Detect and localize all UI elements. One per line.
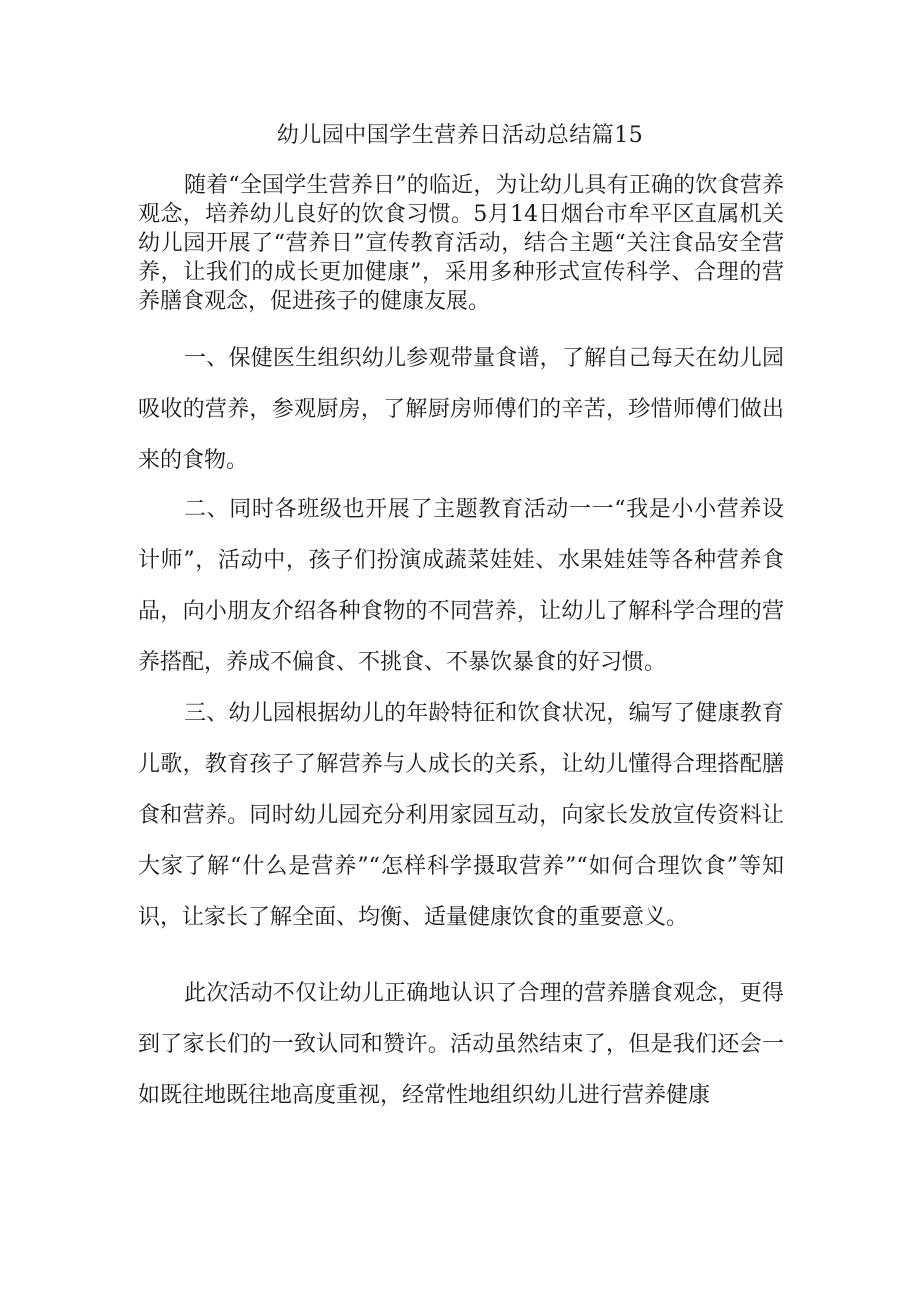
paragraph-section-1: 一、保健医生组织幼儿参观带量食谱，了解自己每天在幼儿园吸收的营养，参观厨房，了解厨房师傅们的辛苦，珍惜师傅们做出来的食物。	[138, 346, 784, 473]
paragraph-section-2: 二、同时各班级也开展了主题教育活动一一“我是小小营养设计师”，活动中，孩子们扮演成蔬菜娃娃、水果娃娃等各种营养食品，向小朋友介绍各种食物的不同营养，让幼儿了解科学合理的营养搭配，养成不偏食、不挑食、不暴饮暴食的好习惯。	[138, 497, 784, 675]
paragraph-intro: 随着“全国学生营养日”的临近，为让幼儿具有正确的饮食营养观念，培养幼儿良好的饮食习惯。5月14日烟台市牟平区直属机关幼儿园开展了“营养日”宣传教育活动，结合主题“关注食品安全营养，让我们的成长更加健康”，采用多种形式宣传科学、合理的营养膳食观念，促进孩子的健康友展。	[138, 173, 784, 314]
document-title: 幼儿园中国学生营养日活动总结篇15	[276, 123, 644, 148]
paragraph-section-3: 三、幼儿园根据幼儿的年龄特征和饮食状况，编写了健康教育儿歌，教育孩子了解营养与人成长的关系，让幼儿懂得合理搭配膳食和营养。同时幼儿园充分利用家园互动，向家长发放宣传资料让大家了解“什么是营养”“怎样科学摄取营养”“如何合理饮食”等知识，让家长了解全面、均衡、适量健康饮食的重要意义。	[138, 701, 784, 930]
paragraph-conclusion: 此次活动不仅让幼儿正确地认识了合理的营养膳食观念，更得到了家长们的一致认同和赞许。活动虽然结束了，但是我们还会一如既往地既往地高度重视，经常性地组织幼儿进行营养健康	[138, 981, 784, 1108]
